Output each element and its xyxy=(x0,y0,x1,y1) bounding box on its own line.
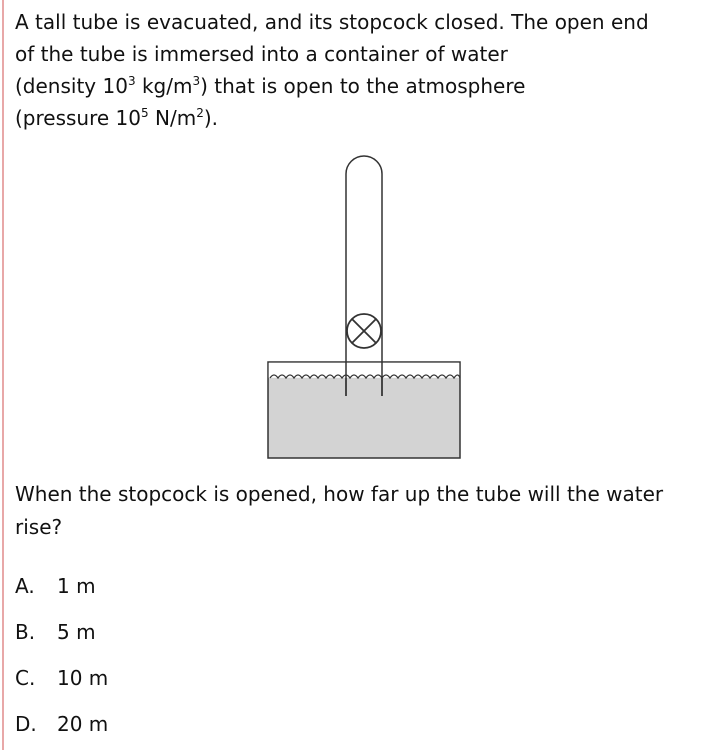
choice-b[interactable] xyxy=(15,620,96,644)
choice-text: 1 m xyxy=(57,574,96,598)
choice-letter: D. xyxy=(15,712,37,736)
prompt-line-1: When the stopcock is opened, how far up the tube will the water xyxy=(15,482,664,506)
choice-letter: C. xyxy=(15,666,36,690)
choice-c[interactable] xyxy=(15,666,108,690)
choice-a[interactable] xyxy=(15,574,96,598)
question-line-4: (pressure $10^5$ $N/m^2$). xyxy=(15,106,218,130)
question-line-2: of the tube is immersed into a container of water xyxy=(15,42,508,66)
choice-text: 5 m xyxy=(57,620,96,644)
choice-d[interactable] xyxy=(15,712,108,736)
choice-text: 10 m xyxy=(57,666,109,690)
question-line-3: (density $10^3$ $kg/m^3$) that is open to the atmosphere xyxy=(15,74,526,98)
choice-letter: B. xyxy=(15,620,36,644)
prompt-line-2: rise? xyxy=(15,515,63,539)
question-prompt xyxy=(15,478,715,544)
choice-letter: A. xyxy=(15,574,35,598)
left-border xyxy=(2,0,4,750)
question-line-1: A tall tube is evacuated, and its stopcock closed. The open end xyxy=(15,10,649,34)
question-stem xyxy=(15,6,715,134)
choice-text: 20 m xyxy=(57,712,109,736)
tube-apparatus-figure xyxy=(262,150,468,468)
